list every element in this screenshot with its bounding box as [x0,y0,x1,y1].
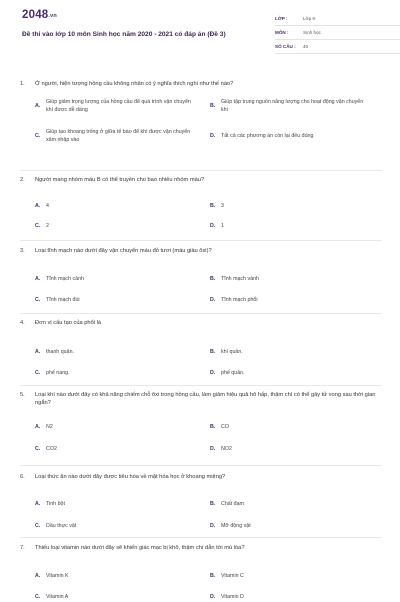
question-3 [20,248,382,302]
question-number: 5. [20,392,25,398]
meta-row-class [275,12,400,26]
option-text: Vitamin A [46,593,69,600]
option-a[interactable] [35,276,84,284]
question-number: 2. [20,177,25,183]
option-a[interactable] [35,203,49,211]
option-letter: C. [35,593,41,600]
document-title: Đề thi vào lớp 10 môn Sinh học năm 2020 - 2021 có đáp án (Đề 3) [22,31,226,38]
option-text: N2 [46,423,53,430]
option-text: Dầu thực vật [46,522,77,529]
option-text: CO [221,423,229,430]
option-a[interactable] [35,501,65,509]
divider [20,385,382,386]
option-letter: B. [210,102,216,109]
option-letter: C. [35,296,41,303]
option-text: Tĩnh mạch vành [221,275,259,282]
question-number: 6. [20,474,25,480]
question-number: 7. [20,545,25,551]
divider [20,240,382,241]
meta-value: 40 [303,44,309,49]
option-c[interactable] [35,370,70,378]
question-6 [20,474,382,528]
meta-value: Sinh học [303,30,321,35]
option-list [20,191,382,231]
question-5 [20,392,382,454]
option-letter: A. [35,202,41,209]
option-text: Tĩnh mạch cảnh [46,275,84,282]
question-text: Loại khí nào dưới đây có khả năng chiếm chỗ ôxi trong hồng cầu, làm giảm hiệu quả hô hấp, thậm chí có thể gây tử vong sau thời gian ngắn? [35,392,376,406]
option-letter: B. [210,348,216,355]
option-a[interactable] [35,573,69,581]
page-header [20,0,382,60]
option-text: 1 [221,222,224,229]
option-text: phế nang. [46,369,70,376]
site-logo[interactable] [22,9,57,21]
question-text: Ở người, hiện tượng hồng cầu không nhân có ý nghĩa thích nghi như thế nào? [35,81,234,87]
option-letter: C. [35,445,41,452]
divider [20,170,382,171]
logo-text: 2048 [22,9,49,21]
option-letter: D. [210,132,216,139]
option-d[interactable] [210,594,244,602]
option-d[interactable] [210,523,251,531]
option-letter: A. [35,572,41,579]
option-c[interactable] [35,129,210,144]
meta-key: MÔN : [275,30,289,35]
option-d[interactable] [210,370,245,378]
question-text: Người mang nhóm máu B có thể truyền cho bao nhiêu nhóm máu? [35,177,205,183]
option-text: Tinh bột [46,500,65,507]
divider [20,465,382,466]
meta-row-count [275,40,400,54]
divider [20,537,382,538]
meta-value: Lớp 9 [303,16,315,21]
option-text: CO2 [46,445,57,452]
option-text: khí quản. [221,348,243,355]
option-text: Tất cả các phương án còn lại đều đúng [221,132,314,139]
option-c[interactable] [35,446,57,454]
option-text: phế quản. [221,369,245,376]
option-a[interactable] [35,424,53,432]
option-text: 3 [221,202,224,209]
option-text: Giúp giảm trọng lượng của hồng cầu để quá trình vận chuyển khí được dễ dàng [46,98,191,113]
option-list [20,559,382,599]
option-letter: C. [35,222,41,229]
option-b[interactable] [210,203,224,211]
option-list [20,488,382,528]
question-number: 1. [20,81,25,87]
option-text: Tĩnh mạch phổi [221,296,258,303]
option-a[interactable] [35,349,74,357]
question-number: 4. [20,320,25,326]
option-b[interactable] [210,276,259,284]
option-letter: A. [35,423,41,430]
option-text: 2 [46,222,49,229]
option-text: Tĩnh mạch đùi [46,296,80,303]
question-text: Loại thức ăn nào dưới đây được tiêu hóa về mặt hóa học ở khoang miệng? [35,474,226,480]
option-text: thanh quản. [46,348,74,355]
option-letter: C. [35,369,41,376]
option-c[interactable] [35,594,68,602]
option-list [20,95,382,157]
option-d[interactable] [210,297,258,305]
option-b[interactable] [210,99,382,114]
option-list [20,334,382,374]
option-letter: B. [210,275,216,282]
option-text: Mỡ động vật [221,522,251,529]
option-text: NO2 [221,445,232,452]
option-text: Vitamin K [46,572,69,579]
option-letter: A. [35,275,41,282]
option-letter: A. [35,102,41,109]
option-c[interactable] [35,297,80,305]
option-letter: B. [210,202,216,209]
document-meta [275,12,400,54]
option-letter: D. [210,522,216,529]
option-letter: A. [35,348,41,355]
option-letter: D. [210,296,216,303]
question-number: 3. [20,248,25,254]
option-letter: D. [210,369,216,376]
meta-key: SỐ CÂU : [275,44,296,49]
divider [20,313,382,314]
option-d[interactable] [210,223,224,231]
option-text: Giúp tạo khoang trống ở giữa tế bào để khí được vận chuyển xâm nhập vào [46,128,191,143]
option-b[interactable] [210,424,229,432]
option-list [20,414,382,454]
question-4 [20,320,382,374]
option-b[interactable] [210,501,244,509]
meta-row-subject [275,26,400,40]
option-c[interactable] [35,223,49,231]
meta-key: LỚP : [275,16,288,21]
option-letter: D. [210,445,216,452]
option-letter: B. [210,423,216,430]
option-text: Vitamin C [221,572,244,579]
question-2 [20,177,382,231]
option-text: 4 [46,202,49,209]
option-b[interactable] [210,573,244,581]
option-letter: D. [210,593,216,600]
option-letter: C. [35,132,41,139]
option-letter: A. [35,500,41,507]
logo-suffix: .vn [48,13,57,19]
question-text: Đơn vị cấu tạo của phổi là [35,320,102,326]
question-text: Thiếu loại vitamin nào dưới đây sẽ khiến giác mạc bị khô, thậm chí dẫn tới mù lòa? [35,545,245,551]
option-letter: D. [210,222,216,229]
option-letter: B. [210,500,216,507]
option-text: Chất đạm [221,500,244,507]
question-1 [20,81,382,157]
option-a[interactable] [35,99,210,114]
option-letter: C. [35,522,41,529]
option-letter: B. [210,572,216,579]
option-list [20,262,382,302]
option-text: Giúp tập trung nguồn năng lượng cho hoạt động vận chuyển khí [221,98,364,113]
question-text: Loại tĩnh mạch nào dưới đây vận chuyển máu đỏ tươi (máu giàu ôxi)? [35,248,212,254]
option-d[interactable] [210,133,382,141]
option-b[interactable] [210,349,243,357]
option-text: Vitamin D [221,593,244,600]
option-d[interactable] [210,446,232,454]
question-7 [20,545,382,599]
option-c[interactable] [35,523,76,531]
